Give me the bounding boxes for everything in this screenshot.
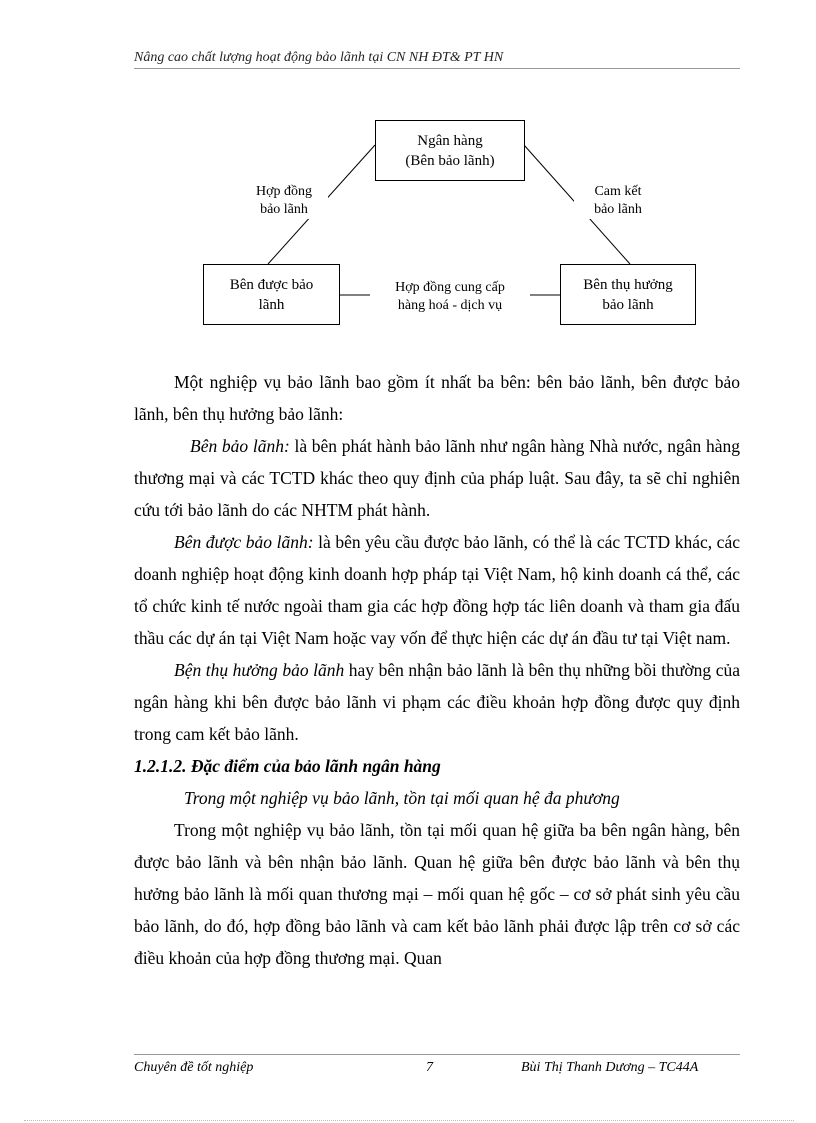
beneficiary-box <box>560 264 696 325</box>
running-header: Nâng cao chất lượng hoạt động bảo lãnh tại CN NH ĐT& PT HN <box>134 50 504 65</box>
term-beneficiary: Bện thụ hưởng bảo lãnh <box>174 660 345 680</box>
page-number: 7 <box>426 1060 433 1075</box>
paragraph-applicant <box>134 526 740 654</box>
beneficiary-definition: hay bên nhận bảo lãnh là bên thụ những bồi thường của ngân hàng khi bên được bảo lãnh vi phạm các điều khoản hợp đồng được quy định trong cam kết bảo lãnh. <box>134 660 740 744</box>
right-edge-label-line1: Cam kết <box>594 184 642 199</box>
guarantor-definition: là bên phát hành bảo lãnh như ngân hàng Nhà nước, ngân hàng thương mại và các TCTD khác theo quy định của pháp luật. Sau đây, ta sẽ chỉ nghiên cứu tới bảo lãnh do các NHTM phát hành. <box>134 436 740 520</box>
right-edge-label <box>574 183 662 219</box>
page-bottom-edge <box>24 1120 794 1121</box>
beneficiary-box-line2: bảo lãnh <box>602 296 654 313</box>
bottom-edge-label-line2: hàng hoá - dịch vụ <box>370 297 530 315</box>
paragraph-parties: Một nghiệp vụ bảo lãnh bao gồm ít nhất ba bên: bên bảo lãnh, bên được bảo lãnh, bên thụ hưởng bảo lãnh: <box>134 372 740 424</box>
applicant-box <box>203 264 340 325</box>
footer-right: Bùi Thị Thanh Dương – TC44A <box>521 1060 699 1075</box>
left-edge-label-line1: Hợp đồng <box>255 184 312 199</box>
guarantee-relationship-diagram <box>0 0 816 340</box>
left-edge-label-line2: bảo lãnh <box>260 202 308 217</box>
bottom-edge-label-line1: Hợp đồng cung cấp <box>370 279 530 297</box>
bottom-edge-label <box>370 279 530 315</box>
paragraph-relationship: Trong một nghiệp vụ bảo lãnh, tồn tại mối quan hệ giữa ba bên ngân hàng, bên được bảo lãnh và bên nhận bảo lãnh. Quan hệ giữa bên được bảo lãnh và bên thụ hưởng bảo lãnh là mối quan thương mại – mối quan hệ gốc – cơ sở phát sinh yêu cầu bảo lãnh, do đó, hợp đồng bảo lãnh và cam kết bảo lãnh phải được lập trên cơ sở các điều khoản của hợp đồng thương mại. Quan <box>134 820 740 968</box>
footer-left: Chuyên đề tốt nghiệp <box>134 1060 254 1075</box>
bank-box-line1: Ngân hàng <box>417 132 483 149</box>
bank-box-line2: (Bên bảo lãnh) <box>405 152 495 169</box>
beneficiary-box-line1: Bên thụ hưởng <box>583 276 673 293</box>
section-subheading: Trong một nghiệp vụ bảo lãnh, tồn tại mối quan hệ đa phương <box>184 788 620 808</box>
section-heading: 1.2.1.2. Đặc điểm của bảo lãnh ngân hàng <box>134 756 441 776</box>
bank-box <box>375 120 525 181</box>
term-applicant: Bên được bảo lãnh: <box>174 532 314 552</box>
applicant-box-line1: Bên được bảo <box>229 276 314 293</box>
applicant-box-line2: lãnh <box>258 296 285 313</box>
footer-divider <box>134 1054 740 1055</box>
term-guarantor: Bên bảo lãnh: <box>190 436 290 456</box>
right-edge-label-line2: bảo lãnh <box>594 202 642 217</box>
applicant-definition: là bên yêu cầu được bảo lãnh, có thể là các TCTD khác, các doanh nghiệp hoạt động kinh doanh hợp pháp tại Việt Nam, hộ kinh doanh cá thể, các tổ chức kinh tế nước ngoài tham gia các hợp đồng hợp tác liên doanh và tham gia đấu thầu các dự án tại Việt Nam hoặc vay vốn để thực hiện các dự án đầu tư tại Việt nam. <box>134 532 740 648</box>
paragraph-beneficiary <box>134 654 740 750</box>
main-text <box>134 366 740 974</box>
left-edge-label <box>240 183 328 219</box>
paragraph-guarantor <box>134 430 740 526</box>
